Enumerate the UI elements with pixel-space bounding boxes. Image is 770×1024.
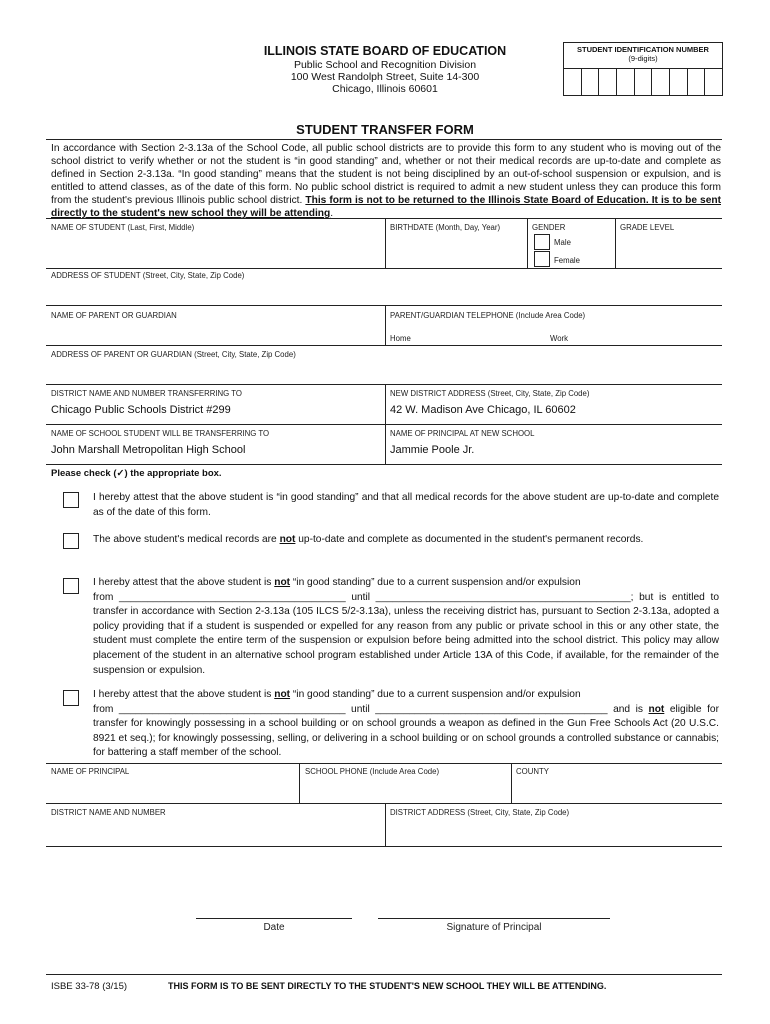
divider: [46, 345, 722, 346]
divider: [46, 803, 722, 804]
division: Public School and Recognition Division: [293, 59, 477, 71]
digit-cell[interactable]: [617, 69, 635, 95]
agency-title: ILLINOIS STATE BOARD OF EDUCATION: [263, 44, 507, 58]
agency-address: 100 West Randolph Street, Suite 14-300: [290, 71, 480, 83]
digit-cell[interactable]: [670, 69, 688, 95]
option-4-part: “in good standing” due to a current suspension and/or expulsion: [290, 689, 581, 700]
district-label: DISTRICT NAME AND NUMBER TRANSFERRING TO: [51, 389, 242, 398]
principal-new-value[interactable]: Jammie Poole Jr.: [390, 444, 475, 456]
grade-label: GRADE LEVEL: [620, 223, 675, 232]
option-1-checkbox[interactable]: [63, 492, 79, 508]
divider: [46, 763, 722, 764]
option-1-text: I hereby attest that the above student is “in good standing” and that all medical records for the above student are up-to-date and complete as of the date of this form.: [93, 492, 719, 518]
option-2-text: [93, 533, 719, 548]
digit-cell[interactable]: [688, 69, 706, 95]
student-id-sub: (9-digits): [628, 54, 658, 63]
divider: [46, 384, 722, 385]
option-3-part: from ________________________________________ until _____________________________________________; but is entitled to transfer in accordance with Section 2-3.13a (105 ILCS 5/2-3.13a), unless the receiving district has, pursuant to Section 2-3.13a, adopted a policy providing that if a student is suspended or expelled for any reason from any public or private school in this or any other state, the student must complete the entire term of the suspension or expulsion before being admitted into the school district. This policy may allow placement of the student in an alternative school program established under Article 13A of this Code, if available, for the remainder of the suspension or expulsion.: [93, 591, 719, 676]
option-4-text: [93, 688, 719, 761]
option-3-not: not: [274, 577, 291, 588]
digit-cell[interactable]: [582, 69, 600, 95]
gender-label: GENDER: [532, 223, 566, 232]
option-4-not: not: [648, 703, 665, 715]
female-checkbox[interactable]: [534, 251, 550, 267]
divider: [46, 974, 722, 975]
parent-name-label: NAME OF PARENT OR GUARDIAN: [51, 311, 177, 320]
divider: [527, 218, 528, 268]
district-value[interactable]: Chicago Public Schools District #299: [51, 404, 231, 416]
option-2-part: The above student's medical records are: [93, 534, 280, 545]
new-district-address-label: NEW DISTRICT ADDRESS (Street, City, State, Zip Code): [390, 389, 590, 398]
form-number: ISBE 33-78 (3/15): [51, 981, 128, 992]
student-id-digits[interactable]: [564, 68, 722, 95]
divider: [46, 218, 722, 219]
divider: [385, 218, 386, 268]
school-phone-label: SCHOOL PHONE (Include Area Code): [305, 767, 440, 776]
county-label: COUNTY: [516, 767, 549, 776]
option-3-part: I hereby attest that the above student is: [93, 577, 275, 588]
divider: [46, 424, 722, 425]
digit-cell[interactable]: [564, 69, 582, 95]
footer-notice: THIS FORM IS TO BE SENT DIRECTLY TO THE STUDENT'S NEW SCHOOL THEY WILL BE ATTENDING.: [168, 981, 607, 991]
option-4-part: from ________________________________________ until _________________________________________ and is: [93, 703, 649, 715]
divider: [615, 218, 616, 268]
student-id-label: STUDENT IDENTIFICATION NUMBER: [577, 45, 709, 54]
intro-text: In accordance with Section 2-3.13a of the School Code, all public school districts are to provide this form to any student who is moving out of the school district to verify whether or not the student is “in good standing” and, whether or not their medical records are up-to-date and complete as defined in Section 2-3.13a. “In good standing” means that the student is not being disciplined by an out-of-school suspension or expulsion, and is entitled to attend classes, as of the date of this form. No public school district is required to admit a new student unless they can produce this form from the student's previous Illinois public school district.: [51, 143, 721, 206]
school-label: NAME OF SCHOOL STUDENT WILL BE TRANSFERRING TO: [51, 429, 270, 438]
principal-new-label: NAME OF PRINCIPAL AT NEW SCHOOL: [390, 429, 535, 438]
option-3-text: [93, 576, 719, 678]
divider: [385, 803, 386, 846]
option-2-part: up-to-date and complete as documented in the student's permanent records.: [295, 534, 644, 545]
principal-label: NAME OF PRINCIPAL: [51, 767, 130, 776]
birthdate-label: BIRTHDATE (Month, Day, Year): [390, 223, 501, 232]
signature-label: Signature of Principal: [446, 922, 542, 933]
date-line[interactable]: [196, 918, 352, 919]
digit-cell[interactable]: [652, 69, 670, 95]
male-checkbox[interactable]: [534, 234, 550, 250]
divider: [46, 846, 722, 847]
divider: [511, 763, 512, 803]
digit-cell[interactable]: [635, 69, 653, 95]
divider: [46, 464, 722, 465]
option-3-checkbox[interactable]: [63, 578, 79, 594]
option-4-checkbox[interactable]: [63, 690, 79, 706]
option-4-not: not: [274, 689, 291, 700]
divider: [46, 268, 722, 269]
divider: [385, 305, 386, 345]
work-label: Work: [550, 334, 569, 343]
divider: [46, 139, 722, 140]
student-name-label: NAME OF STUDENT (Last, First, Middle): [51, 223, 195, 232]
district-address-label: DISTRICT ADDRESS (Street, City, State, Zip Code): [390, 808, 570, 817]
home-label: Home: [390, 334, 411, 343]
option-2-not: not: [279, 534, 296, 545]
divider: [46, 305, 722, 306]
please-check: Please check (✓) the appropriate box.: [51, 468, 222, 479]
form-title: STUDENT TRANSFER FORM: [296, 122, 474, 137]
female-label: Female: [554, 256, 580, 265]
option-2-checkbox[interactable]: [63, 533, 79, 549]
digit-cell[interactable]: [705, 69, 722, 95]
student-address-label: ADDRESS OF STUDENT (Street, City, State, Zip Code): [51, 271, 245, 280]
option-4-part: I hereby attest that the above student is: [93, 689, 275, 700]
signature-line[interactable]: [378, 918, 610, 919]
school-value[interactable]: John Marshall Metropolitan High School: [51, 444, 246, 456]
district-name-label: DISTRICT NAME AND NUMBER: [51, 808, 166, 817]
date-label: Date: [263, 922, 285, 933]
agency-city: Chicago, Illinois 60601: [332, 83, 438, 95]
digit-cell[interactable]: [599, 69, 617, 95]
student-id-box: [563, 42, 723, 96]
parent-phone-label: PARENT/GUARDIAN TELEPHONE (Include Area Code): [390, 311, 586, 320]
male-label: Male: [554, 238, 571, 247]
option-3-part: “in good standing” due to a current suspension and/or expulsion: [290, 577, 581, 588]
option-4-part: eligible for transfer for knowingly possessing in a school building or on school grounds a weapon as defined in the Gun Free Schools Act (20 U.S.C. 8921 et seq.); for knowingly possessing, selling, or delivering in a school building or on school grounds a controlled substance or cannabis; for battering a staff member of the school.: [93, 703, 719, 759]
intro-paragraph: [51, 142, 721, 220]
parent-address-label: ADDRESS OF PARENT OR GUARDIAN (Street, City, State, Zip Code): [51, 350, 296, 359]
divider: [299, 763, 300, 803]
new-district-address-value[interactable]: 42 W. Madison Ave Chicago, IL 60602: [390, 404, 576, 416]
intro-end: .: [330, 208, 334, 219]
intro-bold: This form is not to be returned to the Illinois State Board of Education. It is to be sent directly to the student's new school they will be attending: [51, 195, 721, 219]
